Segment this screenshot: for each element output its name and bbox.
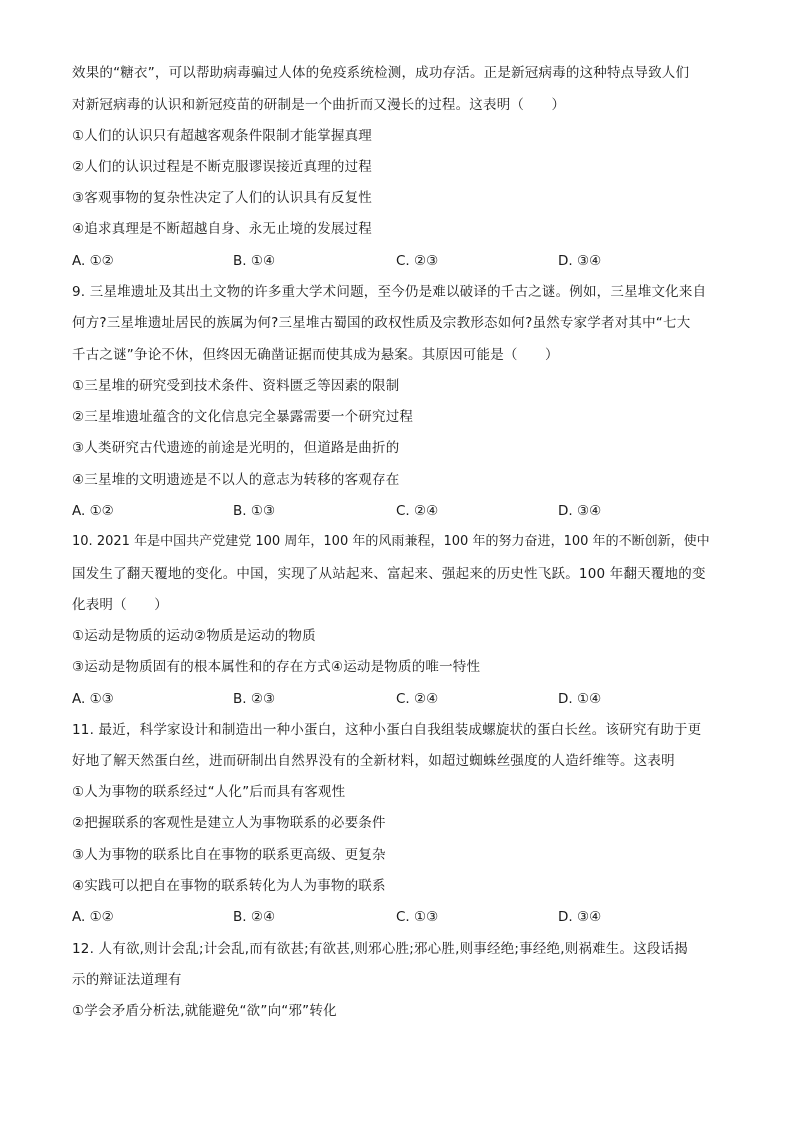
q12-statement-1: ①学会矛盾分析法,就能避免“欲”向“邪”转化: [72, 1003, 337, 1019]
q8-stem-line-1: 效果的“糖衣”，可以帮助病毒骗过人体的免疫系统检测，成功存活。正是新冠病毒的这种特点导致人们: [72, 65, 690, 81]
q11-options: [72, 907, 722, 927]
q11-option-b[interactable]: B. ②④: [233, 909, 276, 925]
q11-option-a[interactable]: A. ①②: [72, 909, 114, 925]
q8-option-a[interactable]: A. ①②: [72, 253, 114, 269]
q10-stem-line-2: 国发生了翻天覆地的变化。中国，实现了从站起来、富起来、强起来的历史性飞跃。100 年翻天覆地的变: [72, 566, 706, 582]
q9-option-b[interactable]: B. ①③: [233, 503, 276, 519]
q11-stem-line-1: 11. 最近，科学家设计和制造出一种小蛋白，这种小蛋白自我组装成螺旋状的蛋白长丝。该研究有助于更: [72, 722, 702, 738]
q8-option-c[interactable]: C. ②③: [396, 253, 439, 269]
q9-option-a[interactable]: A. ①②: [72, 503, 114, 519]
q10-options: [72, 689, 722, 709]
q9-option-d[interactable]: D. ③④: [558, 503, 602, 519]
q8-statement-4: ④追求真理是不断超越自身、永无止境的发展过程: [72, 221, 373, 237]
q11-option-d[interactable]: D. ③④: [558, 909, 602, 925]
q8-options: [72, 251, 722, 271]
q8-stem-line-2: 对新冠病毒的认识和新冠疫苗的研制是一个曲折而又漫长的过程。这表明（ ）: [72, 97, 566, 113]
q11-stem-line-2: 好地了解天然蛋白丝，进而研制出自然界没有的全新材料，如超过蜘蛛丝强度的人造纤维等。这表明: [72, 753, 675, 769]
q9-statement-4: ④三星堆的文明遗迹是不以人的意志为转移的客观存在: [72, 472, 400, 488]
q8-option-d[interactable]: D. ③④: [558, 253, 602, 269]
q10-option-a[interactable]: A. ①③: [72, 691, 114, 707]
q9-options: [72, 501, 722, 521]
q12-stem-line-1: 12. 人有欲,则计会乱;计会乱,而有欲甚;有欲甚,则邪心胜;邪心胜,则事经绝;事经绝,则祸难生。这段话揭: [72, 941, 689, 957]
q11-statement-2: ②把握联系的客观性是建立人为事物联系的必要条件: [72, 815, 386, 831]
q10-statement-1: ①运动是物质的运动②物质是运动的物质: [72, 628, 316, 644]
q11-statement-4: ④实践可以把自在事物的联系转化为人为事物的联系: [72, 878, 386, 894]
q10-option-d[interactable]: D. ①④: [558, 691, 602, 707]
q11-statement-1: ①人为事物的联系经过“人化”后而具有客观性: [72, 784, 346, 800]
q9-statement-2: ②三星堆遗址蕴含的文化信息完全暴露需要一个研究过程: [72, 409, 414, 425]
q9-stem-line-1: 9. 三星堆遗址及其出土文物的许多重大学术问题，至今仍是难以破译的千古之谜。例如，三星堆文化来自: [72, 284, 707, 300]
q11-statement-3: ③人为事物的联系比自在事物的联系更高级、更复杂: [72, 847, 386, 863]
q8-option-b[interactable]: B. ①④: [233, 253, 276, 269]
q12-stem-line-2: 示的辩证法道理有: [72, 972, 182, 988]
q8-statement-2: ②人们的认识过程是不断克服谬误接近真理的过程: [72, 159, 373, 175]
q10-stem-line-3: 化表明（ ）: [72, 597, 168, 613]
q9-stem-line-2: 何方?三星堆遗址居民的族属为何?三星堆古蜀国的政权性质及宗教形态如何?虽然专家学者对其中“七大: [72, 315, 691, 331]
q9-statement-1: ①三星堆的研究受到技术条件、资料匮乏等因素的限制: [72, 378, 400, 394]
q8-statement-3: ③客观事物的复杂性决定了人们的认识具有反复性: [72, 190, 373, 206]
q10-option-c[interactable]: C. ②④: [396, 691, 439, 707]
q8-statement-1: ①人们的认识只有超越客观条件限制才能掌握真理: [72, 128, 373, 144]
q9-stem-line-3: 千古之谜”争论不休，但终因无确凿证据而使其成为悬案。其原因可能是（ ）: [72, 347, 559, 363]
q10-option-b[interactable]: B. ②③: [233, 691, 276, 707]
q9-option-c[interactable]: C. ②④: [396, 503, 439, 519]
q9-statement-3: ③人类研究古代遗迹的前途是光明的，但道路是曲折的: [72, 440, 400, 456]
q10-stem-line-1: 10. 2021 年是中国共产党建党 100 周年，100 年的风雨兼程，100 年的努力奋进，100 年的不断创新，使中: [72, 534, 710, 549]
q11-option-c[interactable]: C. ①③: [396, 909, 439, 925]
q10-statement-2: ③运动是物质固有的根本属性和的存在方式④运动是物质的唯一特性: [72, 659, 481, 675]
